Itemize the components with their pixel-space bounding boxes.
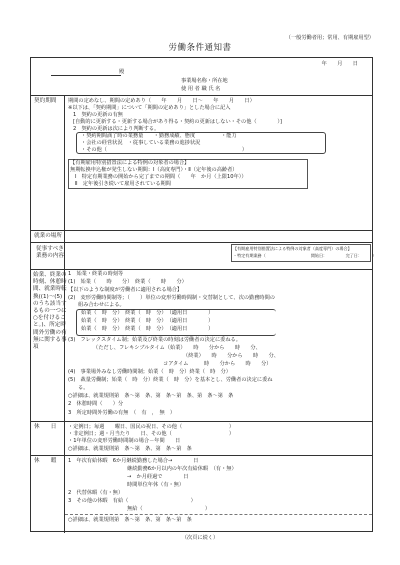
hours-core-time: コアタイム 時 分から 時 分） xyxy=(163,361,272,367)
holidays-irregular: ・非定例日；週・月当たり 日、その他（ ） xyxy=(68,431,235,437)
hours-label-line: 時刻、休憩時 xyxy=(33,279,67,286)
duties-label-2: 業務の内容 xyxy=(36,253,64,259)
leave-substitute: 2 代替休暇（有・無） xyxy=(68,490,124,496)
hours-rules-ref: ○詳細は、就業規則第 条～第 条、第 条～第 条、第 条～第 条 xyxy=(68,393,234,399)
holidays-annual-variable: ・1年単位の変形労働時間制の場合－年間 日 xyxy=(68,438,181,444)
document-title: 労働条件通知書 xyxy=(168,43,232,53)
shift-2: 始業（ 時 分） 終業（ 時 分） （適用日 ） xyxy=(81,318,214,324)
contract-line-2: ※以下は、「契約期間」について「期間の定めあり」とした場合に記入 xyxy=(68,105,231,111)
special-measures-line-1: 無期転換申込権が発生しない期間：Ⅰ（高度専門）・Ⅱ（定年後の高齢者） xyxy=(70,167,238,173)
overtime: 3 所定時間外労働の有無 （ 有 ， 無 ） xyxy=(68,410,176,416)
hours-flex-end: （終業） 時 分から 時 分、 xyxy=(183,353,279,359)
contract-renewal-heading: 1 契約の更新の有無 xyxy=(73,112,123,118)
hours-discretionary: (5) 裁量労働制；始業（ 時 分）終業（ 時 分）を基本とし、労働者の決定に委ね xyxy=(68,377,273,383)
issue-date: 年 月 日 xyxy=(321,61,358,67)
leave-hourly: 時間単位年休（有・無） xyxy=(127,482,185,488)
hours-heading: 1 始業・終業の時刻等 xyxy=(68,271,124,277)
hours-label-line: 換((1)～(5) xyxy=(33,293,63,300)
leave-annual-early: 継続勤務6か月以内の年次有給休暇 （有・無） xyxy=(127,466,237,472)
hours-deemed: (4) 事業場外みなし労働時間制；始業（ 時 分）終業（ 時 分） xyxy=(68,369,231,375)
hours-label-line: のうち該当す xyxy=(33,300,67,307)
break-time: 2 休憩時間（ ）分 xyxy=(68,401,124,407)
leave-annual: 1 年次有給休暇 6か月継続勤務した場合→ 日 xyxy=(68,458,199,464)
holidays-regular: ・定例日；毎週 曜日、国民の祝日、その他（ ） xyxy=(68,424,235,430)
hours-flex-start: （ただし、フレキシブルタイム（始業） 時 分から 時 分、 xyxy=(93,345,261,351)
leave-rules-ref: ○詳細は、就業規則第 条～第 条、第 条～第 条 xyxy=(68,517,192,523)
holidays-rules-ref: ○詳細は、就業規則第 条～第 条、第 条～第 条 xyxy=(68,446,192,452)
form-table xyxy=(30,57,377,532)
hours-label-line: と。)、所定時 xyxy=(33,322,66,329)
hours-variable-cont: 組み合わせによる。 xyxy=(78,302,125,308)
continued-note: （次頁に続く） xyxy=(181,535,219,541)
contract-renewal-options: [自動的に更新する・更新する場合があり得る・契約の更新はしない・その他（ ）] xyxy=(73,119,282,125)
contract-judgment-line-2: ・会社の経営状況 ・従事している業務の進捗状況 xyxy=(81,140,201,146)
contract-line-1: 期間の定めなし、期間の定めあり（ 年 月 日～ 年 月 日） xyxy=(68,98,255,104)
recipient-name-field[interactable] xyxy=(51,69,121,76)
contract-period-label: 契約期間 xyxy=(34,98,57,104)
leave-other-paid: 3 その他の休暇 有給（ ） xyxy=(68,498,196,504)
leave-label: 休 暇 xyxy=(34,458,57,464)
hours-label-line: るもの一つに xyxy=(33,308,67,315)
hours-system-note: 【以下のような制度が労働者に適用される場合】 xyxy=(68,287,183,293)
hours-fixed: (1) 始業（ 時 分） 終業（ 時 分） xyxy=(68,279,187,285)
special-measures-title: 【有期雇用特別措置法による特例の対象者の場合】 xyxy=(70,160,190,166)
shift-3: 始業（ 時 分） 終業（ 時 分） （適用日 ） xyxy=(81,326,214,332)
hours-label xyxy=(33,272,67,351)
shift-1: 始業（ 時 分） 終業（ 時 分） （適用日 ） xyxy=(81,310,214,316)
hours-label-line: 間外労働の有 xyxy=(33,329,67,336)
hours-discretionary-cont: る。 xyxy=(78,385,89,391)
employer-name-label: 使 用 者 職 氏 名 xyxy=(181,86,221,92)
holidays-label: 休 日 xyxy=(34,424,57,430)
hours-label-line: 間、就業時転 xyxy=(33,286,67,293)
leave-annual-months: → か月経過で 日 xyxy=(127,474,189,480)
duties-special-title: 【有期雇用特別措置法による特例の対象者（高度専門）の場合】 xyxy=(233,246,352,251)
hours-label-line: 始業、終業の xyxy=(33,272,67,278)
duties-label-1: 従事すべき xyxy=(36,246,64,252)
employer-address-label: 事業場名称・所在地 xyxy=(181,78,228,84)
contract-judgment-heading: 2 契約の更新は次により判断する。 xyxy=(73,126,160,132)
recipient-suffix: 殿 xyxy=(119,69,125,75)
workplace-label: 就業の場所 xyxy=(34,233,62,239)
contract-judgment-line-3: ・その他（ ） xyxy=(81,147,248,153)
leave-other-unpaid: 無給（ ） xyxy=(127,506,211,512)
contract-judgment-line-1: ・契約期間満了時の業務量 ・勤務成績、態度 ・能力 xyxy=(81,133,237,139)
hours-label-line: 項 xyxy=(33,344,39,351)
hours-flex: (3) フレックスタイム制；始業及び終業の時刻は労働者の決定に委ねる。 xyxy=(68,337,241,343)
workplace-field[interactable] xyxy=(67,233,367,240)
hours-variable: (2) 変形労働時間制等；（ ）単位の変形労働時間制・交替制として、次の勤務時間の xyxy=(68,295,275,301)
form-type-note: （一般労働者用；常用、有期雇用型） xyxy=(285,35,374,41)
duties-special-line: ・特定有期業務（ 開始日： 完了日： ） xyxy=(233,253,377,258)
hours-label-line: 無に関する事 xyxy=(33,336,67,343)
special-measures-line-2: Ⅰ 特定有期業務の開始から完了までの期間（ 年 か月（上限10年）） xyxy=(75,174,247,180)
special-measures-line-3: Ⅱ 定年後引き続いて雇用されている期間 xyxy=(75,181,171,187)
hours-label-line: ○を付けるこ xyxy=(33,315,66,322)
